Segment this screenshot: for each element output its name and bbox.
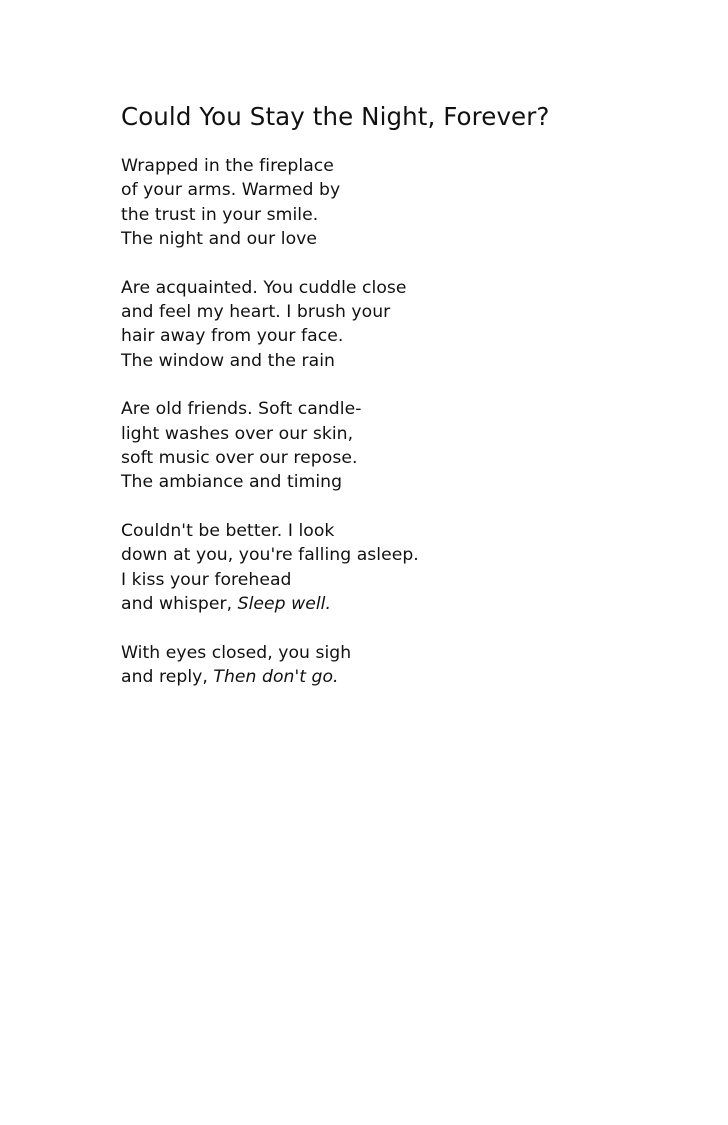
poem-line: Are old friends. Soft candle-: [121, 399, 362, 420]
poem-line: The night and our love: [121, 229, 317, 250]
poem-line: the trust in your smile.: [121, 204, 319, 225]
poem-line: and feel my heart. I brush your: [121, 302, 391, 323]
poem-title: Could You Stay the Night, Forever?: [121, 102, 550, 131]
poem-line: With eyes closed, you sigh: [121, 642, 352, 663]
poem-line: soft music over our repose.: [121, 448, 358, 469]
stanza-4: [121, 519, 681, 617]
poem-line: The window and the rain: [121, 350, 335, 371]
poem-line-text: and reply,: [121, 666, 214, 687]
poem-line: Wrapped in the fireplace: [121, 156, 334, 176]
poem-page: [121, 100, 681, 713]
poem-line: of your arms. Warmed by: [121, 180, 341, 201]
poem-line-text: and whisper,: [121, 594, 238, 615]
poem-line: down at you, you're falling asleep.: [121, 545, 419, 566]
stanza-1: [121, 154, 681, 252]
poem-line: I kiss your forehead: [121, 569, 292, 590]
poem-line: The ambiance and timing: [121, 472, 343, 493]
poem-line-with-italic: [121, 592, 681, 616]
poem-line: Are acquainted. You cuddle close: [121, 277, 407, 298]
poem-line: hair away from your face.: [121, 326, 344, 347]
stanza-3: [121, 397, 681, 495]
stanza-2: [121, 276, 681, 374]
italic-phrase: Then don't go.: [213, 666, 339, 687]
poem-line-with-italic: [121, 665, 681, 689]
poem-line: light washes over our skin,: [121, 423, 354, 444]
italic-phrase: Sleep well.: [237, 594, 332, 615]
stanza-5: [121, 641, 681, 690]
poem-line: Couldn't be better. I look: [121, 520, 335, 541]
